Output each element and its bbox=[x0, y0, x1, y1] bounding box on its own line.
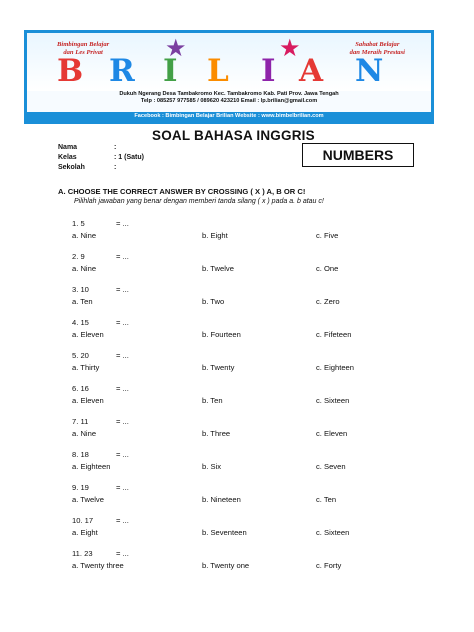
question-number: 4. 15 bbox=[72, 318, 89, 327]
option-a[interactable]: a. Nine bbox=[72, 264, 97, 273]
brand-letter: B bbox=[57, 53, 84, 89]
brand-letter: I bbox=[163, 53, 178, 89]
option-c[interactable]: c. Five bbox=[316, 231, 339, 240]
option-c[interactable]: c. Seven bbox=[316, 462, 346, 471]
info-label: Kelas bbox=[58, 154, 77, 161]
option-c[interactable]: c. Eleven bbox=[316, 429, 348, 438]
option-b[interactable]: b. Nineteen bbox=[202, 495, 241, 504]
option-b[interactable]: b. Two bbox=[202, 297, 225, 306]
option-b[interactable]: b. Three bbox=[202, 429, 231, 438]
question-number: 8. 18 bbox=[72, 450, 89, 459]
option-a[interactable]: a. Ten bbox=[72, 297, 93, 306]
brand-letter: I bbox=[261, 53, 276, 89]
brand-letter: R bbox=[109, 53, 135, 89]
option-b[interactable]: b. Twenty one bbox=[202, 561, 250, 570]
topic-box: NUMBERS bbox=[302, 143, 414, 167]
question-number: 6. 16 bbox=[72, 384, 89, 393]
option-a[interactable]: a. Nine bbox=[72, 429, 97, 438]
option-b[interactable]: b. Twenty bbox=[202, 363, 235, 372]
star-icon: ★ bbox=[165, 35, 187, 62]
question-prompt: = ... bbox=[116, 417, 129, 426]
star-icon: ★ bbox=[279, 35, 301, 62]
question-prompt: = ... bbox=[116, 384, 129, 393]
option-b[interactable]: b. Seventeen bbox=[202, 528, 247, 537]
question-prompt: = ... bbox=[116, 483, 129, 492]
option-c[interactable]: c. One bbox=[316, 264, 339, 273]
option-a[interactable]: a. Eleven bbox=[72, 330, 104, 339]
question-number: 5. 20 bbox=[72, 351, 89, 360]
info-kelas bbox=[58, 154, 144, 161]
question-prompt: = ... bbox=[116, 318, 129, 327]
brand-letter: L bbox=[207, 53, 229, 89]
question-number: 9. 19 bbox=[72, 483, 89, 492]
info-nama bbox=[58, 144, 116, 151]
option-a[interactable]: a. Eight bbox=[72, 528, 98, 537]
info-value: : bbox=[114, 144, 117, 151]
question-number: 2. 9 bbox=[72, 252, 85, 261]
brand-letter: N bbox=[355, 53, 384, 89]
section-title: A. CHOOSE THE CORRECT ANSWER BY CROSSING ( X ) A, B OR C! bbox=[58, 187, 306, 196]
option-a[interactable]: a. Thirty bbox=[72, 363, 100, 372]
question-number: 10. 17 bbox=[72, 516, 94, 525]
tagline-right-line2: dan Meraih Prestasi bbox=[349, 49, 405, 56]
option-c[interactable]: c. Forty bbox=[316, 561, 342, 570]
question-prompt: = ... bbox=[116, 450, 129, 459]
question-number: 3. 10 bbox=[72, 285, 89, 294]
question-number: 1. 5 bbox=[72, 219, 85, 228]
option-c[interactable]: c. Zero bbox=[316, 297, 340, 306]
option-a[interactable]: a. Twelve bbox=[72, 495, 104, 504]
tagline-left-line1: Bimbingan Belajar bbox=[57, 41, 110, 48]
option-a[interactable]: a. Eleven bbox=[72, 396, 104, 405]
info-value: : 1 (Satu) bbox=[114, 154, 144, 161]
question-prompt: = ... bbox=[116, 285, 129, 294]
question-prompt: = ... bbox=[116, 219, 129, 228]
option-c[interactable]: c. Sixteen bbox=[316, 528, 350, 537]
option-b[interactable]: b. Fourteen bbox=[202, 330, 241, 339]
option-c[interactable]: c. Fifeteen bbox=[316, 330, 352, 339]
option-c[interactable]: c. Ten bbox=[316, 495, 337, 504]
option-b[interactable]: b. Eight bbox=[202, 231, 228, 240]
address-block bbox=[27, 91, 431, 105]
info-label: Sekolah bbox=[58, 164, 85, 171]
contact-line: Telp : 085257 977585 / 089620 423210 Email : lp.brilian@gmail.com bbox=[140, 98, 318, 104]
header-banner bbox=[24, 30, 434, 124]
tagline-left-line2: dan Les Privat bbox=[63, 49, 103, 56]
question-number: 11. 23 bbox=[72, 549, 93, 558]
option-c[interactable]: c. Sixteen bbox=[316, 396, 350, 405]
info-value: : bbox=[114, 164, 117, 171]
option-a[interactable]: a. Twenty three bbox=[72, 561, 124, 570]
info-label: Nama bbox=[58, 144, 78, 151]
option-c[interactable]: c. Eighteen bbox=[316, 363, 354, 372]
option-b[interactable]: b. Ten bbox=[202, 396, 223, 405]
address-line: Dukuh Ngerang Desa Tambakromo Kec. Tambakromo Kab. Pati Prov. Jawa Tengah bbox=[119, 91, 339, 97]
question-prompt: = ... bbox=[116, 549, 129, 558]
option-b[interactable]: b. Six bbox=[202, 462, 221, 471]
brand-logo bbox=[57, 55, 407, 87]
question-prompt: = ... bbox=[116, 516, 129, 525]
option-a[interactable]: a. Eighteen bbox=[72, 462, 111, 471]
brand-letter: A bbox=[299, 53, 324, 89]
question-number: 7. 11 bbox=[72, 417, 89, 426]
question-prompt: = ... bbox=[116, 252, 129, 261]
option-a[interactable]: a. Nine bbox=[72, 231, 97, 240]
page-title: SOAL BAHASA INGGRIS bbox=[152, 128, 315, 143]
section-instruction: Pilihlah jawaban yang benar dengan memberi tanda silang ( x ) pada a. b atau c! bbox=[74, 198, 324, 205]
social-bar: Facebook : Bimbingan Belajar Brilian Website : www.bimbelbrilian.com bbox=[27, 112, 431, 121]
tagline-right-line1: Sahabat Belajar bbox=[355, 41, 400, 48]
info-sekolah bbox=[58, 164, 116, 171]
option-b[interactable]: b. Twelve bbox=[202, 264, 234, 273]
question-prompt: = ... bbox=[116, 351, 129, 360]
